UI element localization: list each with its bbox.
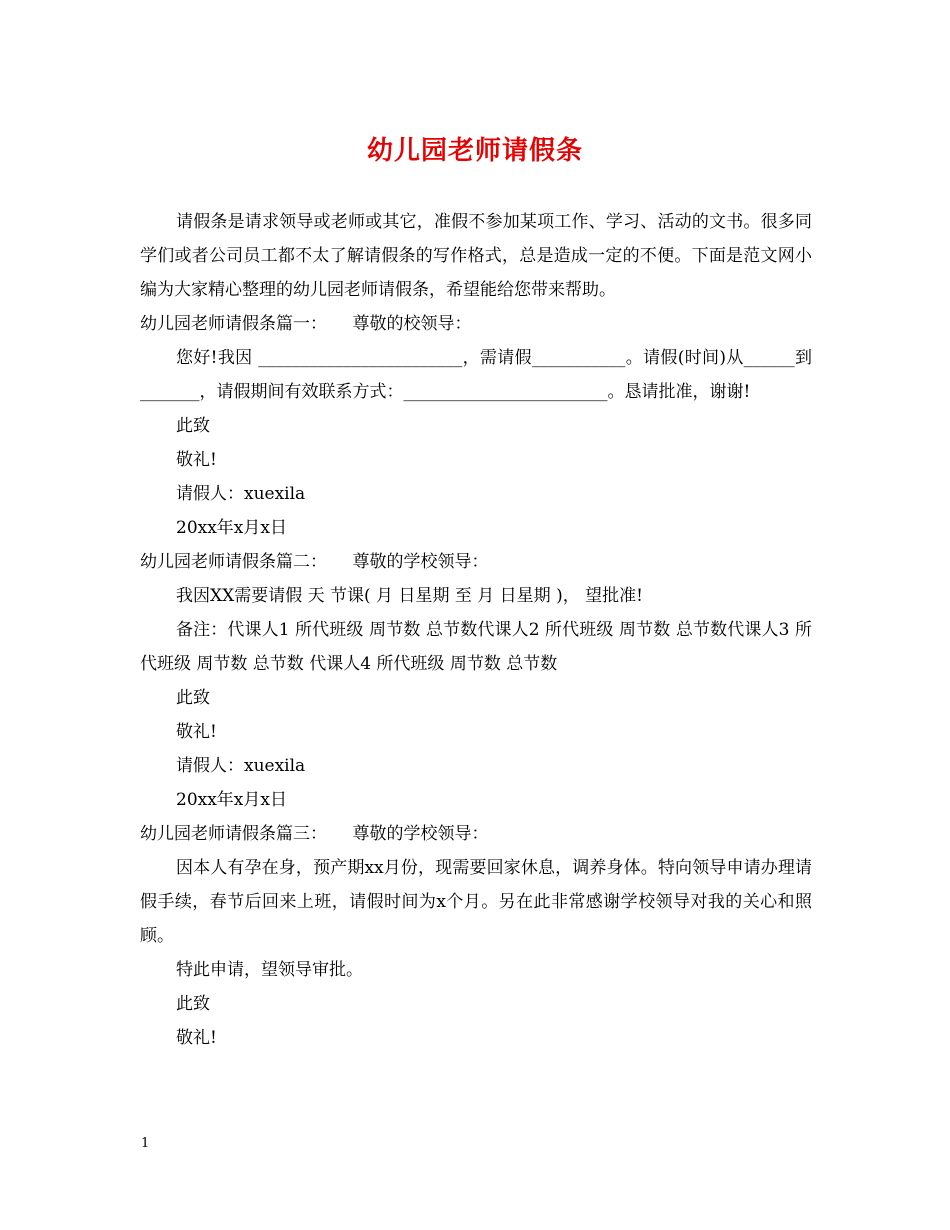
signer-line-2: 请假人：xuexila [176, 756, 306, 776]
leave-request-paragraph-3: 因本人有孕在身，预产期xx月份，现需要回家休息，调养身体。特向领导申请办理请假手续，春节后回来上班，请假时间为x个月。另在此非常感谢学校领导对我的关心和照顾。 [140, 858, 812, 946]
section-heading-3: 幼儿园老师请假条篇三： 尊敬的学校领导： [140, 824, 489, 844]
intro-paragraph: 请假条是请求领导或老师或其它，准假不参加某项工作、学习、活动的文书。很多同学们或者公司员工都不太了解请假条的写作格式，总是造成一定的不便。下面是范文网小编为大家精心整理的幼儿园老师请假条，希望能给您带来帮助。 [140, 212, 812, 300]
salutation-line-1: 敬礼! [176, 450, 217, 470]
leave-request-paragraph-2: 我因XX需要请假 天 节课( 月 日星期 至 月 日星期 )， 望批准! [176, 586, 643, 606]
closing-line-3: 此致 [176, 994, 210, 1014]
salutation-line-2: 敬礼! [176, 722, 217, 742]
closing-line-1: 此致 [176, 416, 210, 436]
signer-line-1: 请假人：xuexila [176, 484, 306, 504]
document-title: 幼儿园老师请假条 [366, 136, 583, 166]
section-heading-2: 幼儿园老师请假条篇二： 尊敬的学校领导： [140, 552, 489, 572]
salutation-line-3: 敬礼! [176, 1028, 217, 1048]
document-body [140, 205, 812, 1055]
date-line-2: 20xx年x月x日 [176, 790, 287, 810]
leave-request-paragraph-1: 您好!我因 ________________________，需请假___________。请假(时间)从______到_______，请假期间有效联系方式：________________________。恳请批准，谢谢! [140, 348, 812, 402]
closing-line-2: 此致 [176, 688, 210, 708]
date-line-1: 20xx年x月x日 [176, 518, 287, 538]
application-line: 特此申请，望领导审批。 [176, 960, 363, 980]
remarks-paragraph: 备注：代课人1 所代班级 周节数 总节数代课人2 所代班级 周节数 总节数代课人3 所代班级 周节数 总节数 代课人4 所代班级 周节数 总节数 [140, 620, 812, 674]
section-heading-1: 幼儿园老师请假条篇一： 尊敬的校领导： [140, 314, 472, 334]
page-number: 1 [141, 1136, 150, 1151]
